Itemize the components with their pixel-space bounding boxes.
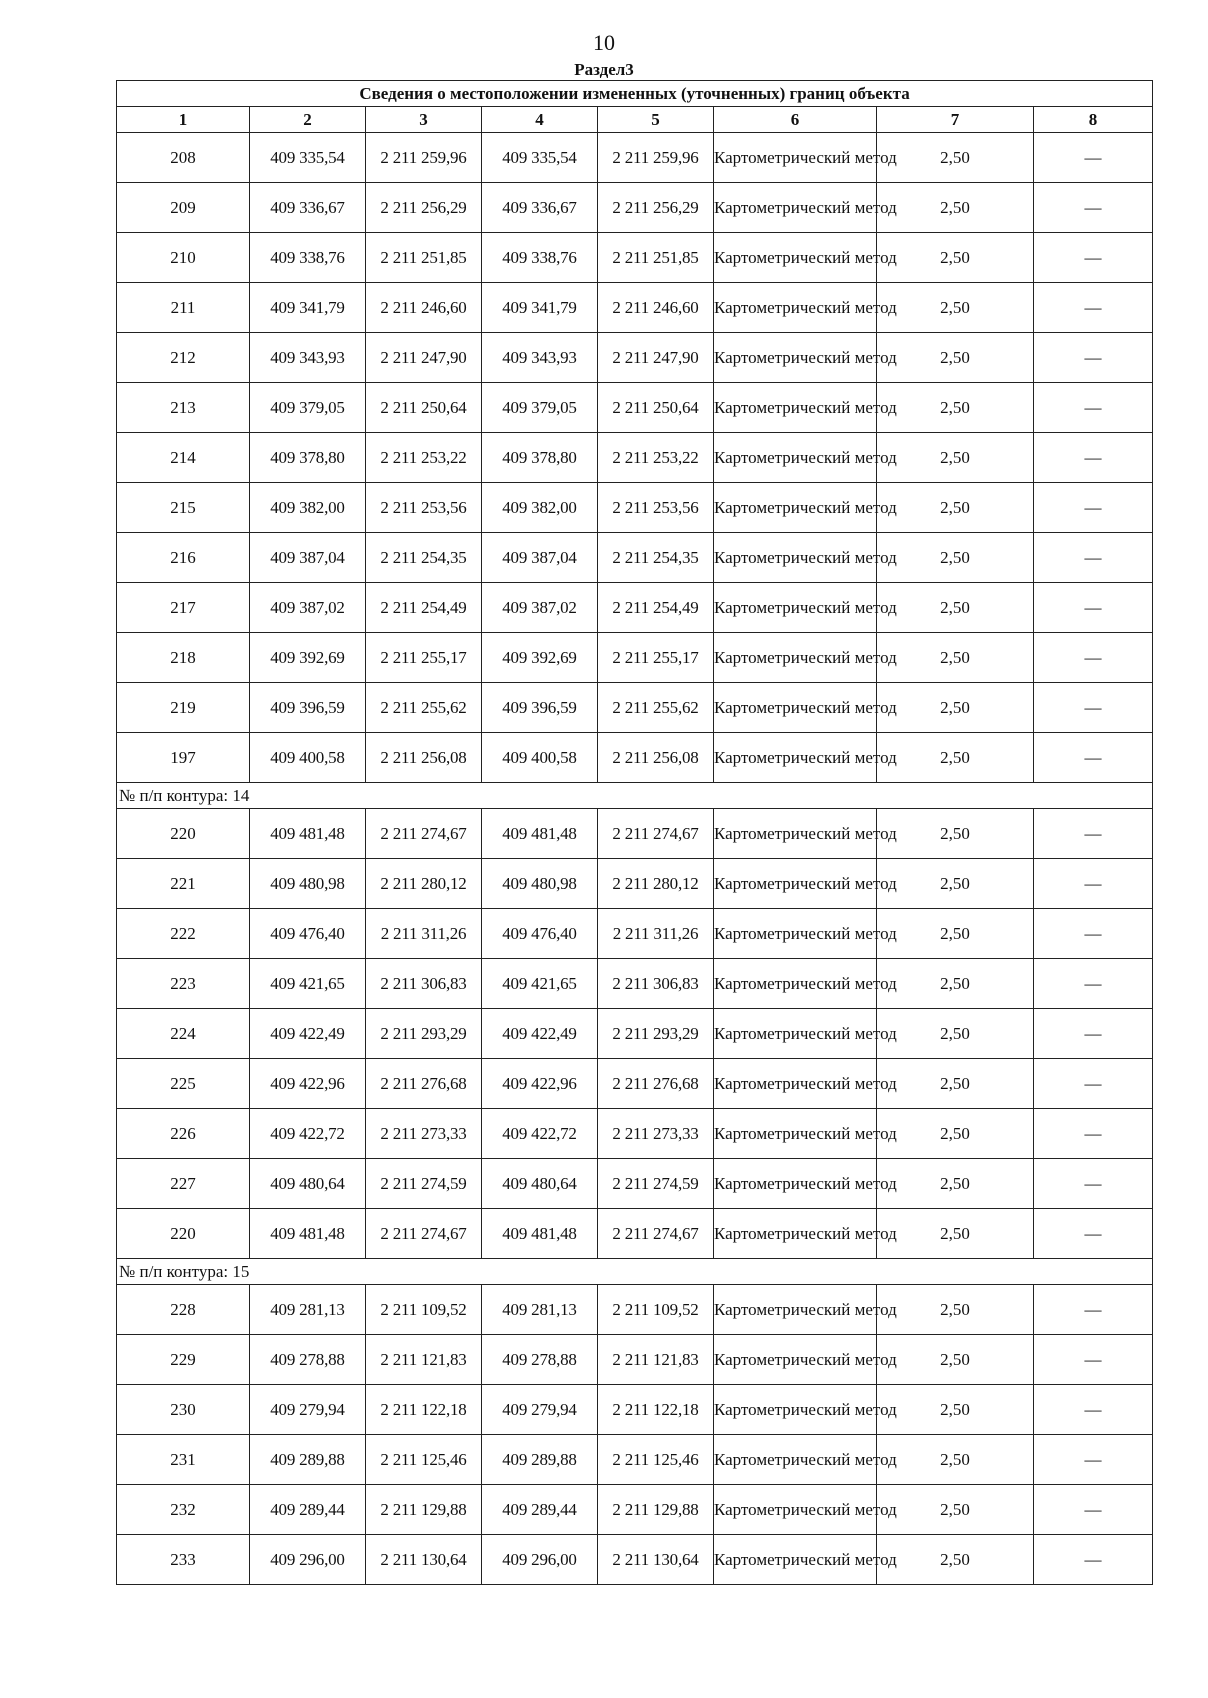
x-existing-cell: 409 279,94	[250, 1385, 366, 1435]
table-body	[117, 133, 1153, 1585]
y-existing-cell: 2 211 256,29	[366, 183, 482, 233]
point-number-cell: 209	[117, 183, 250, 233]
y-existing-cell: 2 211 256,08	[366, 733, 482, 783]
point-number-cell: 215	[117, 483, 250, 533]
description-cell: —	[1034, 183, 1153, 233]
table-row	[117, 909, 1153, 959]
description-cell: —	[1034, 1159, 1153, 1209]
accuracy-cell: 2,50	[877, 1209, 1034, 1259]
description-cell: —	[1034, 859, 1153, 909]
method-cell: Картометрический метод	[714, 909, 877, 959]
contour-label: № п/п контура: 15	[117, 1259, 1153, 1285]
x-new-cell: 409 279,94	[482, 1385, 598, 1435]
contour-label: № п/п контура: 14	[117, 783, 1153, 809]
accuracy-cell: 2,50	[877, 233, 1034, 283]
method-cell: Картометрический метод	[714, 859, 877, 909]
method-cell: Картометрический метод	[714, 1435, 877, 1485]
y-new-cell: 2 211 254,49	[598, 583, 714, 633]
point-number-cell: 220	[117, 1209, 250, 1259]
x-new-cell: 409 343,93	[482, 333, 598, 383]
y-existing-cell: 2 211 253,56	[366, 483, 482, 533]
x-existing-cell: 409 476,40	[250, 909, 366, 959]
accuracy-cell: 2,50	[877, 1159, 1034, 1209]
accuracy-cell: 2,50	[877, 1335, 1034, 1385]
accuracy-cell: 2,50	[877, 683, 1034, 733]
method-cell: Картометрический метод	[714, 1485, 877, 1535]
description-cell: —	[1034, 433, 1153, 483]
point-number-cell: 213	[117, 383, 250, 433]
y-new-cell: 2 211 274,59	[598, 1159, 714, 1209]
method-cell: Картометрический метод	[714, 583, 877, 633]
y-new-cell: 2 211 293,29	[598, 1009, 714, 1059]
x-new-cell: 409 289,44	[482, 1485, 598, 1535]
description-cell: —	[1034, 1485, 1153, 1535]
x-existing-cell: 409 387,04	[250, 533, 366, 583]
accuracy-cell: 2,50	[877, 1435, 1034, 1485]
method-cell: Картометрический метод	[714, 133, 877, 183]
y-new-cell: 2 211 256,29	[598, 183, 714, 233]
accuracy-cell: 2,50	[877, 1535, 1034, 1585]
x-existing-cell: 409 396,59	[250, 683, 366, 733]
x-existing-cell: 409 335,54	[250, 133, 366, 183]
description-cell: —	[1034, 1385, 1153, 1435]
accuracy-cell: 2,50	[877, 1059, 1034, 1109]
x-existing-cell: 409 289,88	[250, 1435, 366, 1485]
y-new-cell: 2 211 274,67	[598, 1209, 714, 1259]
accuracy-cell: 2,50	[877, 533, 1034, 583]
x-new-cell: 409 422,49	[482, 1009, 598, 1059]
table-row	[117, 583, 1153, 633]
point-number-cell: 227	[117, 1159, 250, 1209]
page-number: 10	[593, 30, 615, 55]
accuracy-cell: 2,50	[877, 633, 1034, 683]
x-existing-cell: 409 281,13	[250, 1285, 366, 1335]
column-number: 2	[250, 107, 366, 133]
accuracy-cell: 2,50	[877, 183, 1034, 233]
y-new-cell: 2 211 253,56	[598, 483, 714, 533]
x-existing-cell: 409 392,69	[250, 633, 366, 683]
method-cell: Картометрический метод	[714, 333, 877, 383]
y-new-cell: 2 211 247,90	[598, 333, 714, 383]
column-number: 7	[877, 107, 1034, 133]
y-existing-cell: 2 211 255,62	[366, 683, 482, 733]
y-new-cell: 2 211 274,67	[598, 809, 714, 859]
point-number-cell: 233	[117, 1535, 250, 1585]
x-new-cell: 409 379,05	[482, 383, 598, 433]
description-cell: —	[1034, 1285, 1153, 1335]
method-cell: Картометрический метод	[714, 1209, 877, 1259]
x-existing-cell: 409 379,05	[250, 383, 366, 433]
method-cell: Картометрический метод	[714, 633, 877, 683]
table-row	[117, 1435, 1153, 1485]
y-existing-cell: 2 211 251,85	[366, 233, 482, 283]
method-cell: Картометрический метод	[714, 1009, 877, 1059]
y-existing-cell: 2 211 250,64	[366, 383, 482, 433]
y-new-cell: 2 211 306,83	[598, 959, 714, 1009]
x-existing-cell: 409 296,00	[250, 1535, 366, 1585]
description-cell: —	[1034, 1059, 1153, 1109]
description-cell: —	[1034, 383, 1153, 433]
accuracy-cell: 2,50	[877, 583, 1034, 633]
accuracy-cell: 2,50	[877, 283, 1034, 333]
method-cell: Картометрический метод	[714, 283, 877, 333]
description-cell: —	[1034, 1535, 1153, 1585]
y-new-cell: 2 211 259,96	[598, 133, 714, 183]
method-cell: Картометрический метод	[714, 1385, 877, 1435]
y-new-cell: 2 211 109,52	[598, 1285, 714, 1335]
y-existing-cell: 2 211 276,68	[366, 1059, 482, 1109]
boundary-coordinates-table	[116, 80, 1153, 1585]
accuracy-cell: 2,50	[877, 1109, 1034, 1159]
y-existing-cell: 2 211 109,52	[366, 1285, 482, 1335]
method-cell: Картометрический метод	[714, 483, 877, 533]
x-new-cell: 409 396,59	[482, 683, 598, 733]
x-existing-cell: 409 400,58	[250, 733, 366, 783]
y-existing-cell: 2 211 125,46	[366, 1435, 482, 1485]
method-cell: Картометрический метод	[714, 233, 877, 283]
x-new-cell: 409 480,98	[482, 859, 598, 909]
x-existing-cell: 409 387,02	[250, 583, 366, 633]
x-existing-cell: 409 422,49	[250, 1009, 366, 1059]
description-cell: —	[1034, 483, 1153, 533]
accuracy-cell: 2,50	[877, 483, 1034, 533]
y-existing-cell: 2 211 254,35	[366, 533, 482, 583]
table-row	[117, 1285, 1153, 1335]
table-caption-row	[117, 81, 1153, 107]
y-new-cell: 2 211 255,62	[598, 683, 714, 733]
contour-row	[117, 783, 1153, 809]
method-cell: Картометрический метод	[714, 1159, 877, 1209]
point-number-cell: 214	[117, 433, 250, 483]
description-cell: —	[1034, 533, 1153, 583]
method-cell: Картометрический метод	[714, 1285, 877, 1335]
point-number-cell: 218	[117, 633, 250, 683]
table-row	[117, 1009, 1153, 1059]
description-cell: —	[1034, 583, 1153, 633]
table-row	[117, 183, 1153, 233]
method-cell: Картометрический метод	[714, 533, 877, 583]
point-number-cell: 224	[117, 1009, 250, 1059]
column-number: 6	[714, 107, 877, 133]
x-new-cell: 409 278,88	[482, 1335, 598, 1385]
accuracy-cell: 2,50	[877, 133, 1034, 183]
point-number-cell: 216	[117, 533, 250, 583]
accuracy-cell: 2,50	[877, 1385, 1034, 1435]
x-new-cell: 409 378,80	[482, 433, 598, 483]
y-new-cell: 2 211 250,64	[598, 383, 714, 433]
y-existing-cell: 2 211 273,33	[366, 1109, 482, 1159]
table-row	[117, 859, 1153, 909]
y-existing-cell: 2 211 122,18	[366, 1385, 482, 1435]
x-existing-cell: 409 421,65	[250, 959, 366, 1009]
accuracy-cell: 2,50	[877, 909, 1034, 959]
y-existing-cell: 2 211 129,88	[366, 1485, 482, 1535]
x-existing-cell: 409 378,80	[250, 433, 366, 483]
point-number-cell: 210	[117, 233, 250, 283]
description-cell: —	[1034, 809, 1153, 859]
y-existing-cell: 2 211 254,49	[366, 583, 482, 633]
table-row	[117, 809, 1153, 859]
x-existing-cell: 409 481,48	[250, 1209, 366, 1259]
y-existing-cell: 2 211 274,67	[366, 809, 482, 859]
table-row	[117, 433, 1153, 483]
x-new-cell: 409 400,58	[482, 733, 598, 783]
x-new-cell: 409 387,02	[482, 583, 598, 633]
accuracy-cell: 2,50	[877, 1485, 1034, 1535]
y-existing-cell: 2 211 246,60	[366, 283, 482, 333]
table-row	[117, 633, 1153, 683]
x-new-cell: 409 476,40	[482, 909, 598, 959]
accuracy-cell: 2,50	[877, 1285, 1034, 1335]
point-number-cell: 228	[117, 1285, 250, 1335]
table-row	[117, 1535, 1153, 1585]
contour-row	[117, 1259, 1153, 1285]
x-new-cell: 409 422,96	[482, 1059, 598, 1109]
x-existing-cell: 409 336,67	[250, 183, 366, 233]
x-new-cell: 409 382,00	[482, 483, 598, 533]
method-cell: Картометрический метод	[714, 1059, 877, 1109]
method-cell: Картометрический метод	[714, 1335, 877, 1385]
column-number-row	[117, 107, 1153, 133]
x-existing-cell: 409 289,44	[250, 1485, 366, 1535]
point-number-cell: 223	[117, 959, 250, 1009]
point-number-cell: 221	[117, 859, 250, 909]
y-existing-cell: 2 211 247,90	[366, 333, 482, 383]
column-number: 1	[117, 107, 250, 133]
y-new-cell: 2 211 129,88	[598, 1485, 714, 1535]
x-new-cell: 409 480,64	[482, 1159, 598, 1209]
description-cell: —	[1034, 733, 1153, 783]
description-cell: —	[1034, 1435, 1153, 1485]
accuracy-cell: 2,50	[877, 1009, 1034, 1059]
table-row	[117, 1059, 1153, 1109]
column-number: 3	[366, 107, 482, 133]
table-row	[117, 483, 1153, 533]
table-row	[117, 333, 1153, 383]
table-row	[117, 1159, 1153, 1209]
point-number-cell: 230	[117, 1385, 250, 1435]
x-existing-cell: 409 338,76	[250, 233, 366, 283]
method-cell: Картометрический метод	[714, 383, 877, 433]
y-new-cell: 2 211 273,33	[598, 1109, 714, 1159]
point-number-cell: 222	[117, 909, 250, 959]
x-existing-cell: 409 341,79	[250, 283, 366, 333]
table-row	[117, 1109, 1153, 1159]
method-cell: Картометрический метод	[714, 1109, 877, 1159]
y-existing-cell: 2 211 255,17	[366, 633, 482, 683]
method-cell: Картометрический метод	[714, 809, 877, 859]
point-number-cell: 229	[117, 1335, 250, 1385]
point-number-cell: 220	[117, 809, 250, 859]
y-new-cell: 2 211 251,85	[598, 233, 714, 283]
accuracy-cell: 2,50	[877, 859, 1034, 909]
description-cell: —	[1034, 909, 1153, 959]
point-number-cell: 197	[117, 733, 250, 783]
y-existing-cell: 2 211 130,64	[366, 1535, 482, 1585]
description-cell: —	[1034, 133, 1153, 183]
accuracy-cell: 2,50	[877, 333, 1034, 383]
table-row	[117, 1209, 1153, 1259]
table-row	[117, 383, 1153, 433]
description-cell: —	[1034, 333, 1153, 383]
table-row	[117, 133, 1153, 183]
y-new-cell: 2 211 246,60	[598, 283, 714, 333]
table-row	[117, 283, 1153, 333]
y-existing-cell: 2 211 259,96	[366, 133, 482, 183]
accuracy-cell: 2,50	[877, 433, 1034, 483]
point-number-cell: 212	[117, 333, 250, 383]
y-existing-cell: 2 211 253,22	[366, 433, 482, 483]
x-new-cell: 409 281,13	[482, 1285, 598, 1335]
x-new-cell: 409 387,04	[482, 533, 598, 583]
y-new-cell: 2 211 276,68	[598, 1059, 714, 1109]
point-number-cell: 219	[117, 683, 250, 733]
accuracy-cell: 2,50	[877, 383, 1034, 433]
x-new-cell: 409 481,48	[482, 809, 598, 859]
point-number-cell: 208	[117, 133, 250, 183]
x-new-cell: 409 336,67	[482, 183, 598, 233]
x-new-cell: 409 422,72	[482, 1109, 598, 1159]
method-cell: Картометрический метод	[714, 183, 877, 233]
table-row	[117, 1485, 1153, 1535]
description-cell: —	[1034, 1209, 1153, 1259]
description-cell: —	[1034, 1335, 1153, 1385]
y-existing-cell: 2 211 280,12	[366, 859, 482, 909]
y-new-cell: 2 211 311,26	[598, 909, 714, 959]
x-existing-cell: 409 422,72	[250, 1109, 366, 1159]
method-cell: Картометрический метод	[714, 433, 877, 483]
column-number: 8	[1034, 107, 1153, 133]
x-new-cell: 409 481,48	[482, 1209, 598, 1259]
table-row	[117, 1335, 1153, 1385]
accuracy-cell: 2,50	[877, 809, 1034, 859]
x-new-cell: 409 296,00	[482, 1535, 598, 1585]
y-existing-cell: 2 211 121,83	[366, 1335, 482, 1385]
x-existing-cell: 409 278,88	[250, 1335, 366, 1385]
point-number-cell: 211	[117, 283, 250, 333]
description-cell: —	[1034, 233, 1153, 283]
point-number-cell: 226	[117, 1109, 250, 1159]
method-cell: Картометрический метод	[714, 683, 877, 733]
table-row	[117, 733, 1153, 783]
y-existing-cell: 2 211 274,59	[366, 1159, 482, 1209]
x-existing-cell: 409 480,64	[250, 1159, 366, 1209]
point-number-cell: 217	[117, 583, 250, 633]
y-existing-cell: 2 211 306,83	[366, 959, 482, 1009]
column-number: 5	[598, 107, 714, 133]
x-existing-cell: 409 480,98	[250, 859, 366, 909]
y-new-cell: 2 211 125,46	[598, 1435, 714, 1485]
table-caption: Сведения о местоположении измененных (уточненных) границ объекта	[117, 81, 1153, 107]
x-new-cell: 409 335,54	[482, 133, 598, 183]
y-existing-cell: 2 211 274,67	[366, 1209, 482, 1259]
point-number-cell: 225	[117, 1059, 250, 1109]
section-title: Раздел3	[574, 60, 634, 79]
y-new-cell: 2 211 254,35	[598, 533, 714, 583]
description-cell: —	[1034, 633, 1153, 683]
y-new-cell: 2 211 253,22	[598, 433, 714, 483]
point-number-cell: 232	[117, 1485, 250, 1535]
x-existing-cell: 409 481,48	[250, 809, 366, 859]
y-existing-cell: 2 211 293,29	[366, 1009, 482, 1059]
table-row	[117, 959, 1153, 1009]
column-number: 4	[482, 107, 598, 133]
x-existing-cell: 409 382,00	[250, 483, 366, 533]
description-cell: —	[1034, 1009, 1153, 1059]
accuracy-cell: 2,50	[877, 959, 1034, 1009]
y-new-cell: 2 211 255,17	[598, 633, 714, 683]
y-existing-cell: 2 211 311,26	[366, 909, 482, 959]
y-new-cell: 2 211 256,08	[598, 733, 714, 783]
x-new-cell: 409 341,79	[482, 283, 598, 333]
method-cell: Картометрический метод	[714, 733, 877, 783]
description-cell: —	[1034, 283, 1153, 333]
x-new-cell: 409 338,76	[482, 233, 598, 283]
y-new-cell: 2 211 122,18	[598, 1385, 714, 1435]
x-existing-cell: 409 422,96	[250, 1059, 366, 1109]
y-new-cell: 2 211 130,64	[598, 1535, 714, 1585]
description-cell: —	[1034, 1109, 1153, 1159]
table-row	[117, 683, 1153, 733]
y-new-cell: 2 211 121,83	[598, 1335, 714, 1385]
accuracy-cell: 2,50	[877, 733, 1034, 783]
x-new-cell: 409 392,69	[482, 633, 598, 683]
description-cell: —	[1034, 683, 1153, 733]
method-cell: Картометрический метод	[714, 959, 877, 1009]
description-cell: —	[1034, 959, 1153, 1009]
table-row	[117, 233, 1153, 283]
y-new-cell: 2 211 280,12	[598, 859, 714, 909]
x-new-cell: 409 289,88	[482, 1435, 598, 1485]
table-row	[117, 533, 1153, 583]
point-number-cell: 231	[117, 1435, 250, 1485]
method-cell: Картометрический метод	[714, 1535, 877, 1585]
table-row	[117, 1385, 1153, 1435]
x-new-cell: 409 421,65	[482, 959, 598, 1009]
x-existing-cell: 409 343,93	[250, 333, 366, 383]
